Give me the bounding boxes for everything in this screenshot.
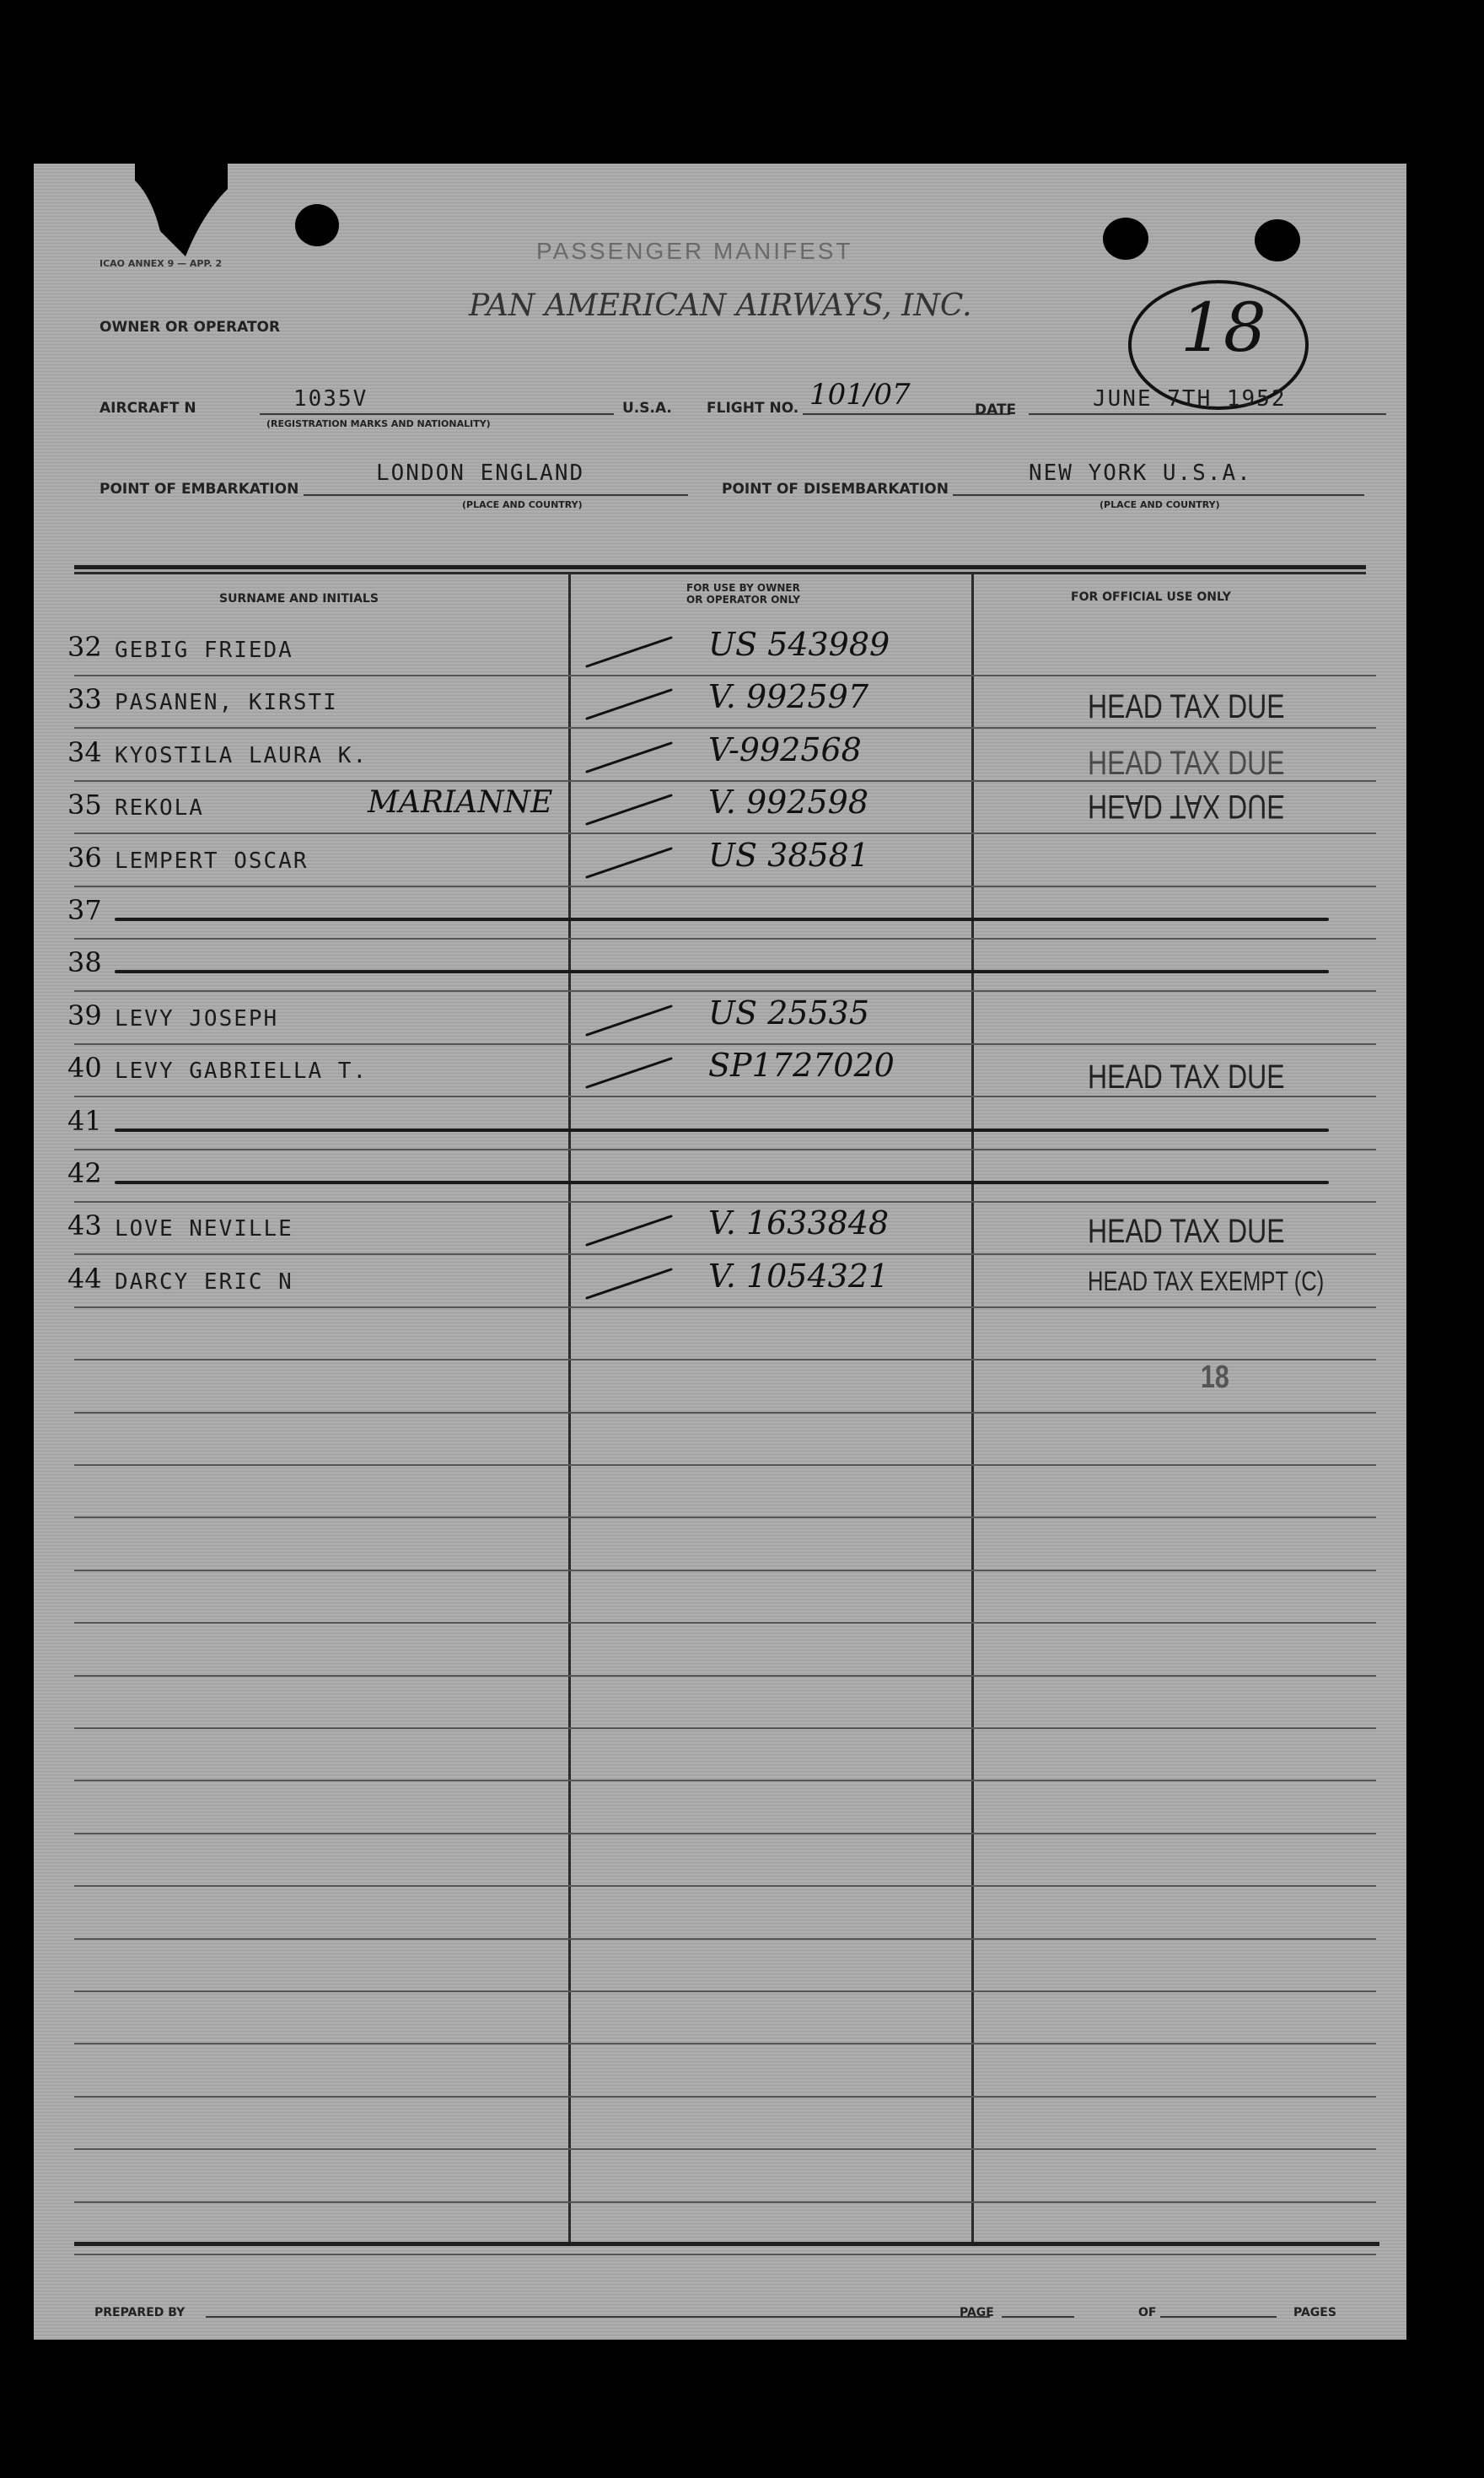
row-rule: [74, 1412, 1376, 1414]
table-top-rule-2: [74, 572, 1366, 574]
official-total: 18: [1201, 1360, 1229, 1395]
check-mark-icon: [583, 790, 676, 832]
row-number: 41: [67, 1105, 102, 1137]
disembark-value: NEW YORK U.S.A.: [1029, 461, 1252, 486]
row-rule: [74, 1516, 1376, 1518]
row-rule: [74, 990, 1376, 992]
table-top-rule: [74, 565, 1366, 569]
row-number: 37: [67, 894, 102, 926]
disembark-label: POINT OF DISEMBARKATION: [722, 481, 949, 498]
passenger-name: KYOSTILA LAURA K.: [115, 743, 368, 768]
row-rule: [74, 1885, 1376, 1887]
embark-underline: [304, 494, 688, 496]
usa-label: U.S.A.: [622, 400, 672, 417]
check-mark-icon: [583, 843, 676, 886]
strike-through-line: [115, 918, 1329, 921]
row-rule: [74, 675, 1376, 676]
of-line: [1160, 2316, 1277, 2318]
row-rule: [74, 1149, 1376, 1150]
passenger-name: LEMPERT OSCAR: [115, 848, 309, 874]
row-rule: [74, 886, 1376, 887]
row-rule: [74, 1675, 1376, 1677]
col-header-surname: SURNAME AND INITIALS: [219, 592, 379, 606]
disembark-caption: (PLACE AND COUNTRY): [1100, 499, 1220, 510]
row-rule: [74, 2201, 1376, 2203]
document-number: V. 992598: [708, 784, 869, 821]
document-number: V. 1054321: [708, 1258, 890, 1295]
row-rule: [74, 2096, 1376, 2098]
row-rule: [74, 2254, 1376, 2255]
row-rule: [74, 1990, 1376, 1992]
company-name: PAN AMERICAN AIRWAYS, INC.: [469, 288, 972, 323]
aircraft-caption: (REGISTRATION MARKS AND NATIONALITY): [266, 418, 491, 429]
owner-label: OWNER OR OPERATOR: [99, 319, 281, 336]
row-rule: [74, 1570, 1376, 1571]
row-number: 35: [67, 789, 102, 821]
strike-through-line: [115, 1129, 1329, 1132]
check-mark-icon: [583, 1264, 676, 1306]
check-mark-icon: [583, 1211, 676, 1253]
form-code: ICAO ANNEX 9 — APP. 2: [99, 258, 223, 269]
check-mark-icon: [583, 633, 676, 675]
document-number: V. 1633848: [708, 1204, 890, 1242]
row-number: 34: [67, 736, 102, 768]
row-number: 38: [67, 946, 102, 978]
row-rule: [74, 1833, 1376, 1834]
date-value: JUNE 7TH 1952: [1093, 386, 1287, 412]
col-header-owner-2: OR OPERATOR ONLY: [686, 594, 800, 606]
row-number: 32: [67, 631, 102, 663]
date-underline: [1029, 413, 1386, 415]
official-stamp: HEAD TAX DUE: [1088, 1059, 1285, 1096]
manifest-sheet: [34, 164, 1406, 2340]
document-number: US 38581: [708, 837, 870, 874]
strike-through-line: [115, 970, 1329, 973]
flight-value: 101/07: [809, 378, 911, 412]
aircraft-label: AIRCRAFT N: [99, 400, 196, 417]
row-rule: [74, 1201, 1376, 1203]
row-rule: [74, 1306, 1376, 1308]
prepared-by-label: PREPARED BY: [94, 2306, 186, 2319]
official-stamp: HEAD TAX DUE: [1088, 688, 1285, 725]
torn-corner: [101, 164, 236, 265]
check-mark-icon: [583, 685, 676, 727]
check-mark-icon: [583, 1053, 676, 1096]
row-rule: [74, 2043, 1376, 2044]
aircraft-underline: [260, 413, 614, 415]
page-label: PAGE: [960, 2306, 994, 2319]
row-rule: [74, 832, 1376, 834]
table-bottom-rule: [74, 2242, 1379, 2246]
row-number: 33: [67, 683, 102, 715]
row-rule: [74, 1043, 1376, 1045]
document-number: SP1727020: [708, 1047, 895, 1084]
passenger-name: LOVE NEVILLE: [115, 1216, 293, 1242]
official-stamp: HEAD TAX DUE: [1088, 788, 1285, 825]
pages-label: PAGES: [1293, 2306, 1336, 2319]
sheet-number: 18: [1180, 288, 1266, 367]
official-stamp: HEAD TAX DUE: [1088, 745, 1285, 782]
aircraft-value: 1035V: [293, 386, 368, 412]
of-label: OF: [1138, 2306, 1157, 2319]
passenger-name: REKOLA: [115, 795, 204, 821]
row-number: 44: [67, 1263, 102, 1295]
form-title: PASSENGER MANIFEST: [536, 238, 853, 264]
date-label: DATE: [975, 401, 1017, 418]
passenger-name: LEVY JOSEPH: [115, 1006, 279, 1032]
passenger-name: PASANEN, KIRSTI: [115, 690, 338, 715]
row-rule: [74, 1727, 1376, 1729]
row-rule: [74, 1938, 1376, 1940]
check-mark-icon: [583, 738, 676, 780]
row-rule: [74, 1464, 1376, 1466]
row-number: 39: [67, 999, 102, 1032]
row-number: 40: [67, 1052, 102, 1084]
row-rule: [74, 2148, 1376, 2150]
document-number: V. 992597: [708, 678, 869, 715]
punch-hole-mid: [1103, 218, 1148, 260]
row-rule: [74, 1253, 1376, 1255]
page-line: [1002, 2316, 1074, 2318]
passenger-name: DARCY ERIC N: [115, 1269, 293, 1295]
embark-caption: (PLACE AND COUNTRY): [462, 499, 583, 510]
flight-label: FLIGHT NO.: [707, 400, 799, 417]
official-stamp: HEAD TAX DUE: [1088, 1213, 1285, 1250]
document-number: US 25535: [708, 994, 870, 1032]
passenger-name-handwritten: MARIANNE: [368, 785, 553, 820]
col-header-official: FOR OFFICIAL USE ONLY: [1071, 590, 1231, 604]
embark-value: LONDON ENGLAND: [376, 461, 585, 486]
prepared-by-line: [206, 2316, 990, 2318]
row-rule: [74, 938, 1376, 940]
passenger-name: LEVY GABRIELLA T.: [115, 1059, 368, 1084]
document-number: V-992568: [708, 731, 862, 768]
row-rule: [74, 1622, 1376, 1624]
row-rule: [74, 727, 1376, 729]
document-number: US 543989: [708, 626, 890, 663]
row-number: 42: [67, 1157, 102, 1189]
row-rule: [74, 1780, 1376, 1781]
official-stamp: HEAD TAX EXEMPT (C): [1088, 1266, 1325, 1296]
col-header-owner-1: FOR USE BY OWNER: [686, 582, 800, 594]
row-rule: [74, 1359, 1376, 1360]
embark-label: POINT OF EMBARKATION: [99, 481, 299, 498]
passenger-name: GEBIG FRIEDA: [115, 638, 293, 663]
row-number: 43: [67, 1209, 102, 1242]
row-number: 36: [67, 842, 102, 874]
check-mark-icon: [583, 1001, 676, 1043]
strike-through-line: [115, 1181, 1329, 1184]
disembark-underline: [953, 494, 1364, 496]
punch-hole-right: [1255, 219, 1300, 261]
punch-hole-left: [295, 204, 339, 246]
